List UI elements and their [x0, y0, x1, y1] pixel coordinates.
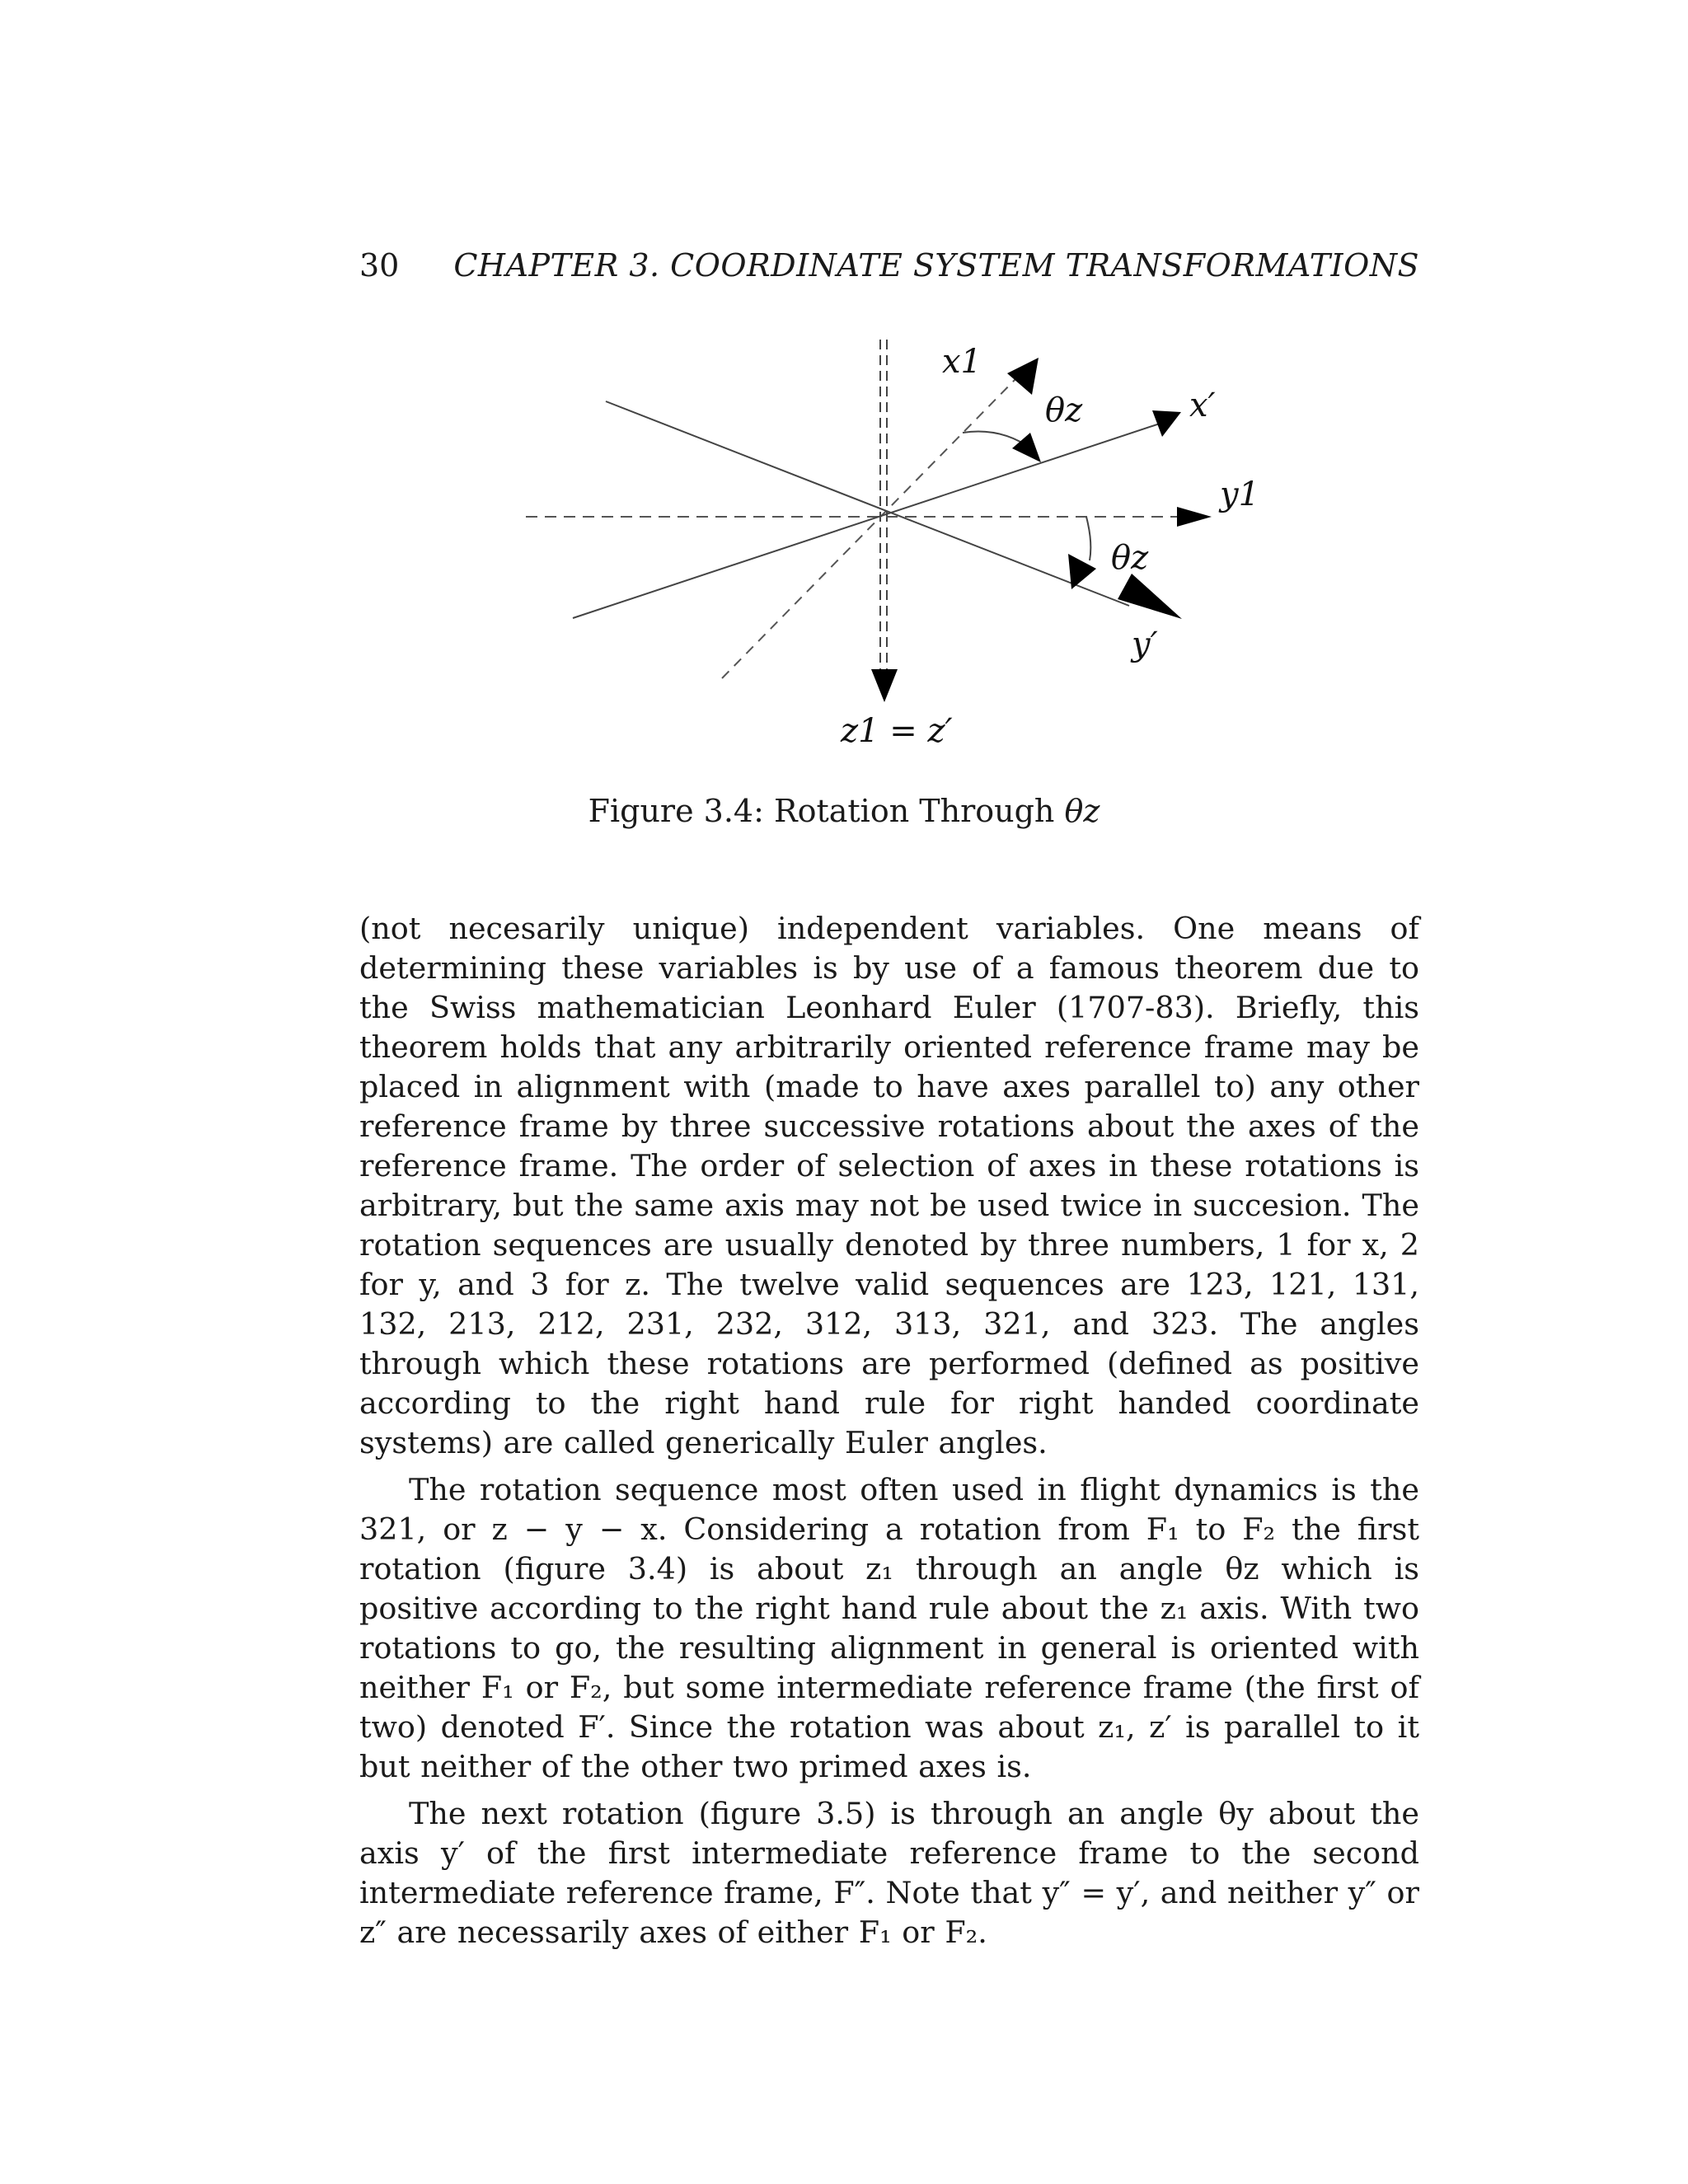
- z-axis-arrowhead: [871, 669, 898, 702]
- label-y1: y1: [1220, 476, 1260, 513]
- caption-symbol: θz: [1064, 793, 1100, 829]
- paragraph-2: The rotation sequence most often used in flight dynamics is the 321, or z − y − x. Considering a rotation from F₁ to F₂ the first rotation (figure 3.4) is about z₁ through an angle θz which is positive according to the right hand rule about the z₁ axis. With two rotations to go, the resulting alignment in general is oriented with neither F₁ or F₂, but some intermediate reference frame (the first of two) denoted F′. Since the rotation was about z₁, z′ is parallel to it but neither of the other two primed axes is.: [359, 1472, 1419, 1784]
- label-x1: x1: [942, 343, 982, 381]
- label-theta-z-bottom: θz: [1111, 539, 1149, 577]
- theta-z-bottom-arrowhead: [1068, 554, 1096, 589]
- x-prime-axis-arrowhead: [1152, 410, 1181, 437]
- theta-z-bottom-arc: [1086, 517, 1090, 560]
- caption-prefix: Figure 3.4: Rotation Through: [588, 793, 1065, 829]
- label-x-prime: x′: [1189, 387, 1216, 424]
- label-theta-z-top: θz: [1045, 391, 1083, 429]
- paragraph-3: The next rotation (figure 3.5) is through an angle θy about the axis y′ of the first intermediate reference frame to the second intermediate reference frame, F″. Note that y″ = y′, and neither y″ or z″ are necessarily axes of either F₁ or F₂.: [359, 1796, 1419, 1950]
- label-y-prime: y′: [1132, 626, 1158, 663]
- x1-axis-arrowhead: [1007, 358, 1039, 395]
- paragraph-1: (not necesarily unique) independent variables. One means of determining these variables is by use of a famous theorem due to the Swiss mathematician Leonhard Euler (1707-83). Briefly, this theorem holds that any arbitrarily oriented reference frame may be placed in alignment with (made to have axes parallel to) any other reference frame by three successive rotations about the axes of the reference frame. The order of selection of axes in these rotations is arbitrary, but the same axis may not be used twice in succesion. The rotation sequences are usually denoted by three numbers, 1 for x, 2 for y, and 3 for z. The twelve valid sequences are 123, 121, 131, 132, 213, 212, 231, 232, 312, 313, 321, and 323. The angles through which these rotations are performed (defined as positive according to the right hand rule for right handed coordinate systems) are called generically Euler angles.: [359, 911, 1419, 1460]
- body-text: [359, 909, 1419, 1960]
- label-z1-eq-z-prime: z1 = z′: [841, 712, 953, 750]
- y-prime-axis-arrowhead: [1118, 574, 1182, 619]
- y-prime-axis: [606, 401, 1129, 606]
- figure-caption: [0, 793, 1688, 829]
- rotation-diagram: [0, 0, 1688, 824]
- theta-z-top-arrowhead: [1012, 433, 1041, 462]
- x-prime-axis: [573, 423, 1162, 618]
- x1-axis: [722, 377, 1018, 678]
- y1-axis-arrowhead: [1177, 507, 1212, 527]
- page-number: 30: [359, 247, 400, 284]
- chapter-title: CHAPTER 3. COORDINATE SYSTEM TRANSFORMATIONS: [453, 247, 1419, 284]
